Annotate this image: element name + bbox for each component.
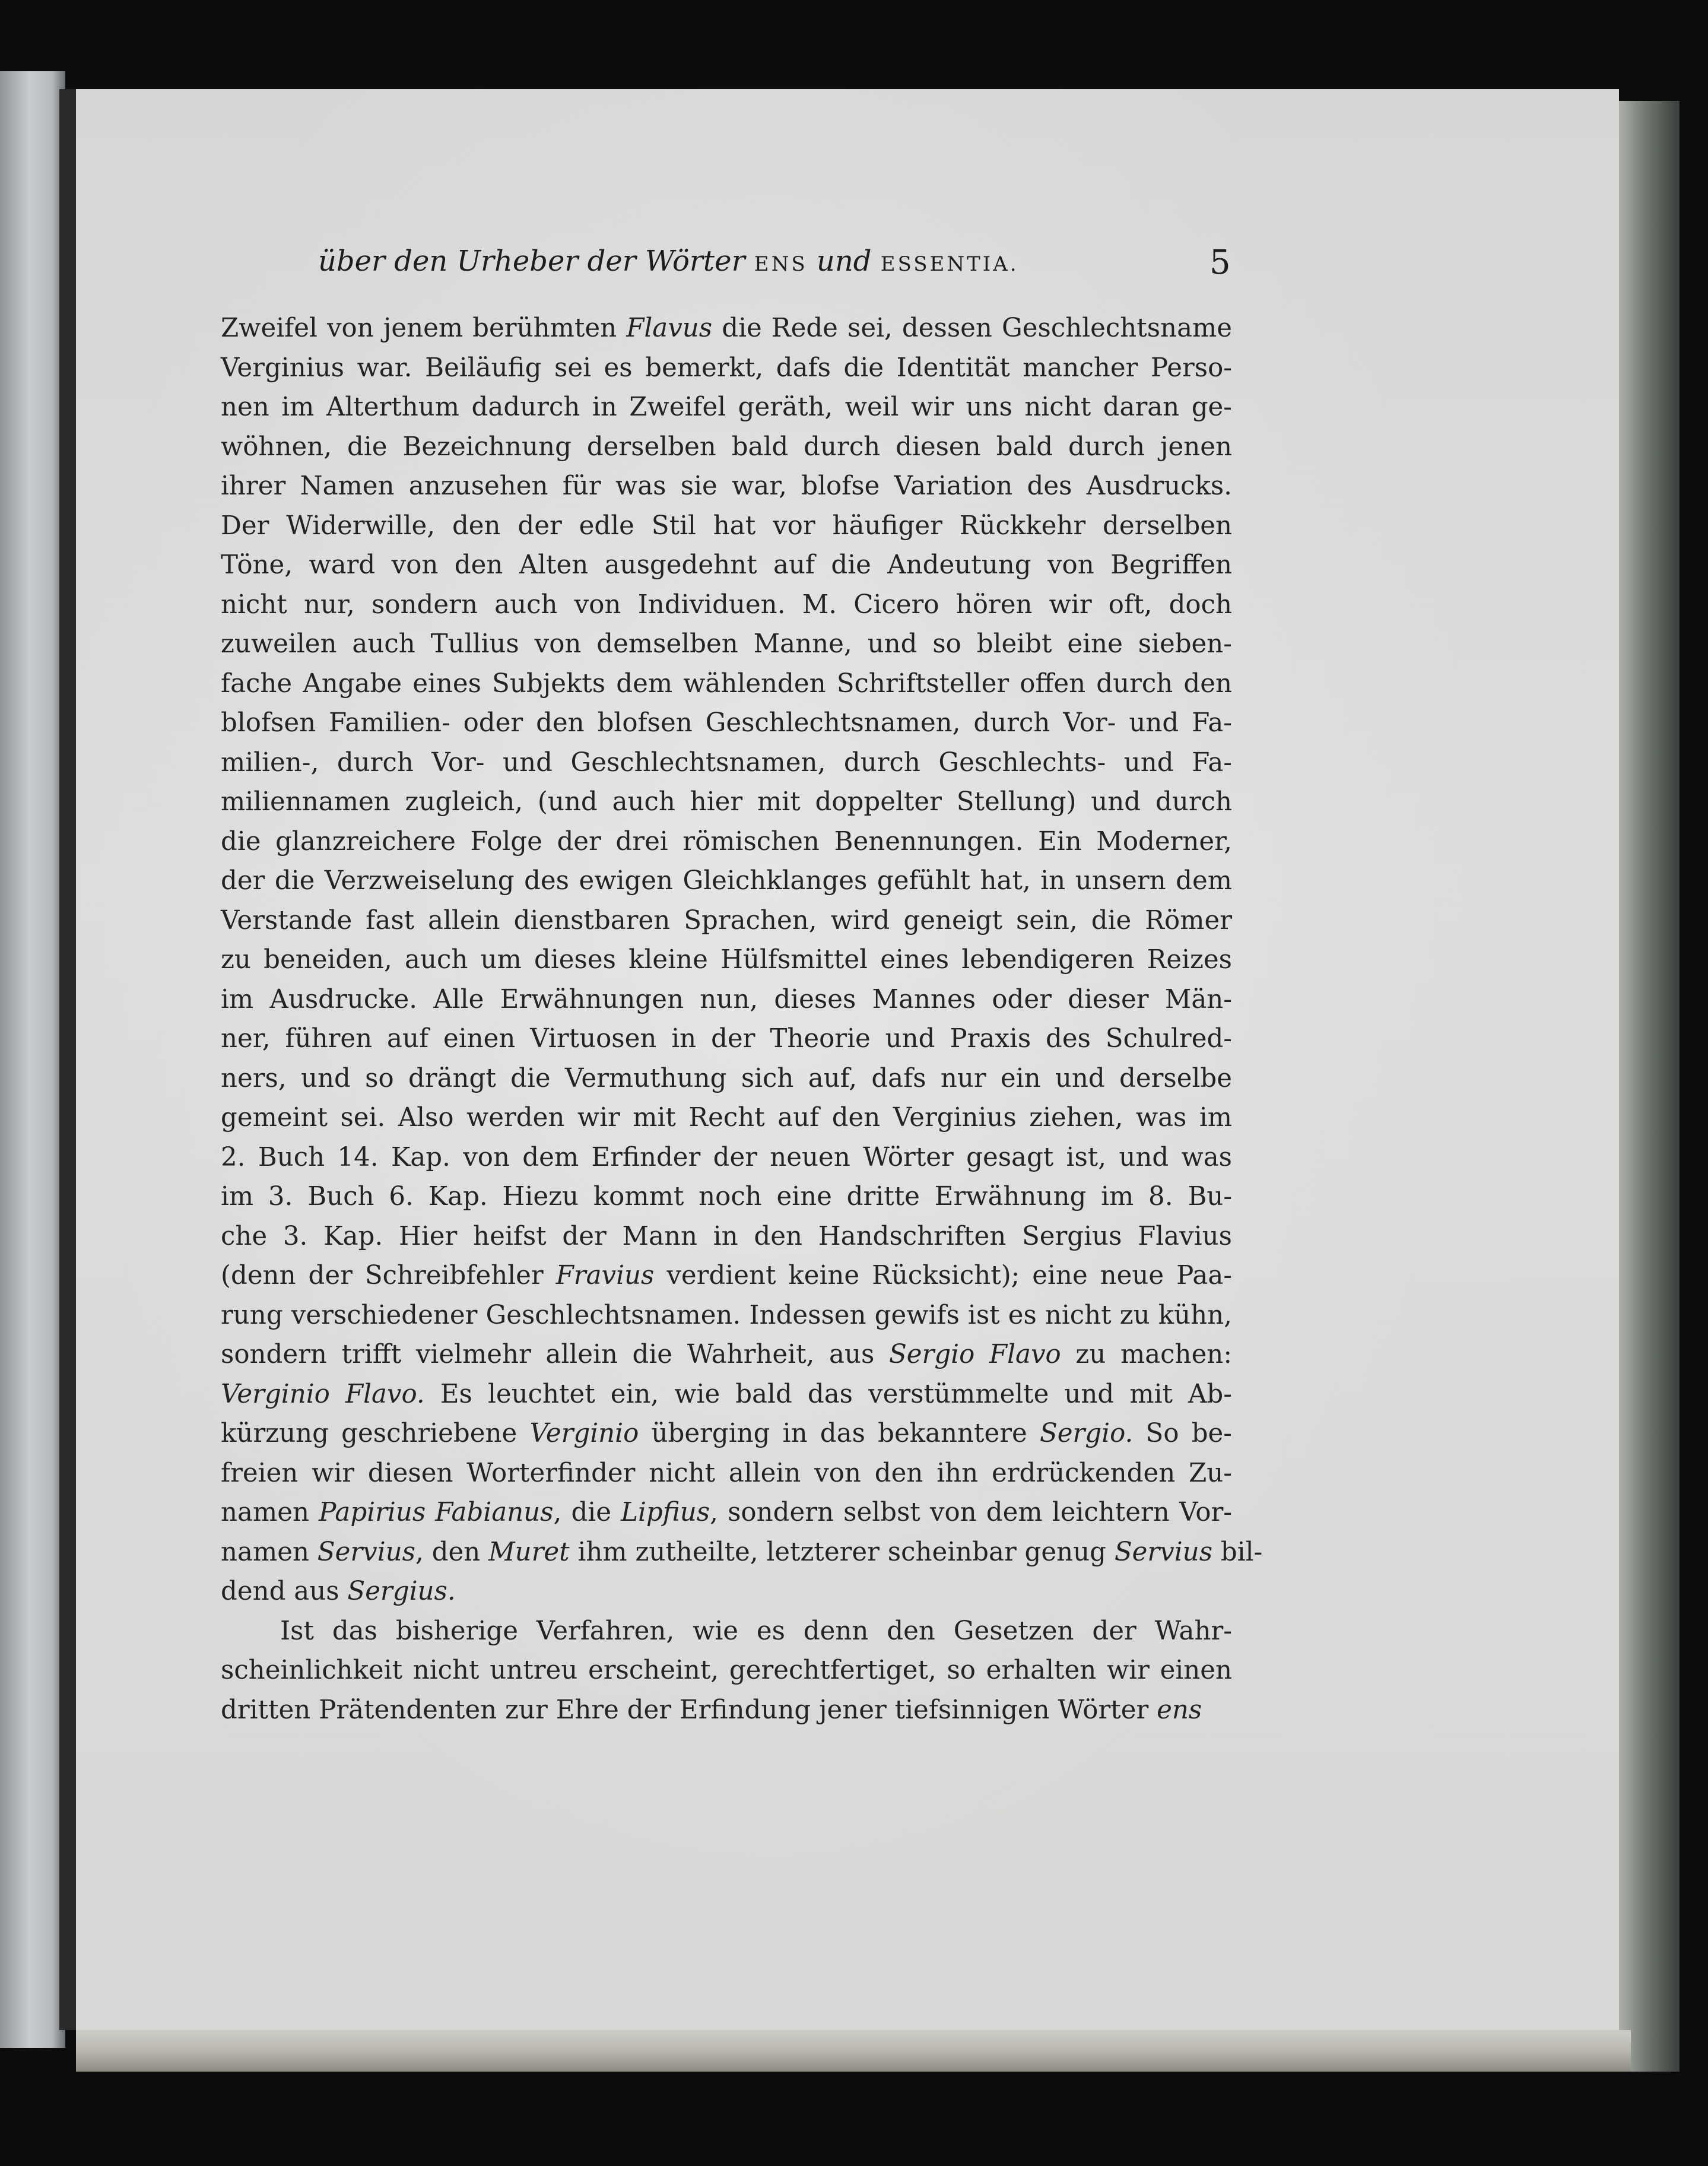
italic-text-run: Papirius Fabianus xyxy=(319,1498,554,1527)
text-run: Zweifel von jenem berühmten xyxy=(221,313,627,343)
text-run: Verstande fast allein dienstbaren Sprachen, wird geneigt sein, die Römer xyxy=(221,905,1232,935)
text-line xyxy=(221,388,1232,427)
text-line xyxy=(221,1454,1232,1493)
running-title-word-essentia: ESSENTIA. xyxy=(880,252,1019,276)
text-line xyxy=(221,506,1232,546)
text-line xyxy=(221,703,1232,743)
italic-text-run: Servius xyxy=(1114,1537,1213,1567)
text-line xyxy=(221,546,1232,585)
text-line xyxy=(221,1414,1232,1454)
text-run: nicht nur, sondern auch von Individuen. M. Cicero hören wir oft, doch xyxy=(221,589,1232,620)
text-run: freien wir diesen Worterfinder nicht allein von den ihn erdrückenden Zu- xyxy=(221,1458,1232,1488)
text-run: gemeint sei. Also werden wir mit Recht auf den Verginius ziehen, was im xyxy=(221,1103,1232,1133)
text-line xyxy=(221,1296,1232,1336)
text-run: 2. Buch 14. Kap. von dem Erfinder der neuen Wörter gesagt ist, und was xyxy=(221,1142,1232,1172)
text-run: überging in das bekanntere xyxy=(639,1419,1040,1448)
text-run: zuweilen auch Tullius von demselben Manne, und so bleibt eine sieben- xyxy=(221,629,1232,659)
text-line xyxy=(221,1217,1232,1257)
text-run: , die xyxy=(553,1498,621,1527)
text-run: kürzung geschriebene xyxy=(221,1419,530,1448)
text-line xyxy=(221,1493,1232,1533)
text-line xyxy=(221,901,1232,941)
text-run: verdient keine Rücksicht); eine neue Paa- xyxy=(654,1261,1232,1290)
text-run: Verginius war. Beiläufig sei es bemerkt, dafs die Identität mancher Perso- xyxy=(221,353,1232,383)
page-bottom-edge xyxy=(76,2030,1631,2072)
text-run: die Rede sei, dessen Geschlechtsname xyxy=(712,313,1232,343)
text-run: scheinlichkeit nicht untreu erscheint, gerechtfertiget, so erhalten wir einen xyxy=(221,1656,1232,1685)
italic-text-run: ens xyxy=(1157,1695,1202,1725)
left-page-edge xyxy=(0,71,65,2048)
text-line xyxy=(221,1098,1232,1138)
text-run: , sondern selbst von dem leichtern Vor- xyxy=(710,1498,1232,1527)
running-title-word-ens: ENS xyxy=(754,252,808,276)
italic-text-run: Flavus xyxy=(626,313,713,343)
text-run: miliennamen zugleich, (und auch hier mit doppelter Stellung) und durch xyxy=(221,787,1232,817)
text-line xyxy=(221,980,1232,1020)
text-run: Der Widerwille, den der edle Stil hat vor häufiger Rückkehr derselben xyxy=(221,510,1232,541)
text-line xyxy=(221,822,1232,862)
text-run: ihm zutheilte, letzterer scheinbar genug xyxy=(569,1537,1115,1567)
running-title-connector: und xyxy=(816,245,872,278)
book-spine-gutter xyxy=(59,89,76,2030)
text-run: ihrer Namen anzusehen für was sie war, blofse Variation des Ausdrucks. xyxy=(221,471,1232,501)
text-run: ners, und so drängt die Vermuthung sich auf, dafs nur ein und derselbe xyxy=(221,1063,1232,1093)
text-run: bil- xyxy=(1212,1537,1263,1567)
text-run: milien-, durch Vor- und Geschlechtsnamen, durch Geschlechts- und Fa- xyxy=(221,747,1232,778)
italic-text-run: Sergio Flavo xyxy=(888,1340,1061,1369)
text-run: sondern trifft vielmehr allein die Wahrheit, aus xyxy=(221,1340,889,1369)
text-run: So be- xyxy=(1133,1419,1232,1448)
text-line xyxy=(221,1651,1232,1691)
italic-text-run: Servius xyxy=(317,1537,415,1567)
text-line xyxy=(221,1572,1232,1612)
text-line xyxy=(221,467,1232,506)
text-run: im 3. Buch 6. Kap. Hiezu kommt noch eine dritte Erwähnung im 8. Bu- xyxy=(221,1182,1232,1212)
text-run: , den xyxy=(415,1537,489,1567)
text-run: fache Angabe eines Subjekts dem wählenden Schriftsteller offen durch den xyxy=(221,668,1232,699)
running-title-prefix: über den Urheber der Wörter xyxy=(318,245,745,278)
text-run: im Ausdrucke. Alle Erwähnungen nun, dieses Mannes oder dieser Män- xyxy=(221,984,1232,1014)
text-line xyxy=(221,1691,1232,1730)
text-run: die glanzreichere Folge der drei römischen Benennungen. Ein Moderner, xyxy=(221,826,1232,857)
italic-text-run: Sergius. xyxy=(347,1577,456,1606)
text-run: namen xyxy=(221,1537,318,1567)
text-line xyxy=(221,1059,1232,1099)
text-run: ner, führen auf einen Virtuosen in der Theorie und Praxis des Schulred- xyxy=(221,1024,1232,1054)
page-number: 5 xyxy=(1209,243,1231,282)
text-run: Töne, ward von den Alten ausgedehnt auf die Andeutung von Begriffen xyxy=(221,550,1232,580)
italic-text-run: Verginio xyxy=(529,1419,639,1448)
paragraph-2 xyxy=(221,1612,1232,1730)
body-text xyxy=(221,309,1263,1730)
text-line xyxy=(221,1019,1232,1059)
italic-text-run: Verginio Flavo. xyxy=(221,1379,425,1409)
text-run: (denn der Schreibfehler xyxy=(221,1261,556,1290)
text-line xyxy=(221,348,1232,388)
italic-text-run: Fravius xyxy=(555,1261,655,1290)
text-line xyxy=(221,624,1232,664)
text-line xyxy=(221,1256,1232,1296)
paragraph-1 xyxy=(221,309,1263,1612)
text-run: zu beneiden, auch um dieses kleine Hülfsmittel eines lebendigeren Reizes xyxy=(221,945,1232,975)
text-run: Es leuchtet ein, wie bald das verstümmelte und mit Ab- xyxy=(424,1379,1232,1409)
text-run: blofsen Familien- oder den blofsen Geschlechtsnamen, durch Vor- und Fa- xyxy=(221,708,1232,738)
text-run: che 3. Kap. Hier heifst der Mann in den Handschriften Sergius Flavius xyxy=(221,1221,1232,1251)
text-line xyxy=(221,664,1232,704)
text-line xyxy=(221,1533,1263,1572)
text-line xyxy=(221,940,1232,980)
text-line xyxy=(221,309,1232,348)
text-line xyxy=(221,1138,1232,1178)
text-line xyxy=(221,861,1232,901)
text-run: nen im Alterthum dadurch in Zweifel geräth, weil wir uns nicht daran ge- xyxy=(221,392,1232,422)
text-line xyxy=(221,1612,1232,1651)
running-header xyxy=(318,245,1232,278)
italic-text-run: Sergio. xyxy=(1039,1419,1134,1448)
text-line xyxy=(221,782,1232,822)
italic-text-run: Lipfius xyxy=(621,1498,710,1527)
text-run: der die Verzweiselung des ewigen Gleichklanges gefühlt hat, in unsern dem xyxy=(221,866,1232,896)
text-run: zu machen: xyxy=(1061,1340,1232,1369)
text-line xyxy=(221,585,1232,625)
text-line xyxy=(221,427,1232,467)
text-line xyxy=(221,1335,1232,1375)
italic-text-run: Muret xyxy=(488,1537,570,1567)
text-run: rung verschiedener Geschlechtsnamen. Indessen gewifs ist es nicht zu kühn, xyxy=(221,1300,1232,1330)
text-line xyxy=(221,743,1232,783)
text-run: namen xyxy=(221,1498,319,1527)
text-run: dritten Prätendenten zur Ehre der Erfindung jener tiefsinnigen Wörter xyxy=(221,1695,1157,1725)
text-run: Ist das bisherige Verfahren, wie es denn den Gesetzen der Wahr- xyxy=(280,1616,1232,1646)
text-run: wöhnen, die Bezeichnung derselben bald durch diesen bald durch jenen xyxy=(221,432,1232,462)
text-run: dend aus xyxy=(221,1577,348,1606)
text-line xyxy=(221,1375,1232,1415)
text-line xyxy=(221,1177,1232,1217)
